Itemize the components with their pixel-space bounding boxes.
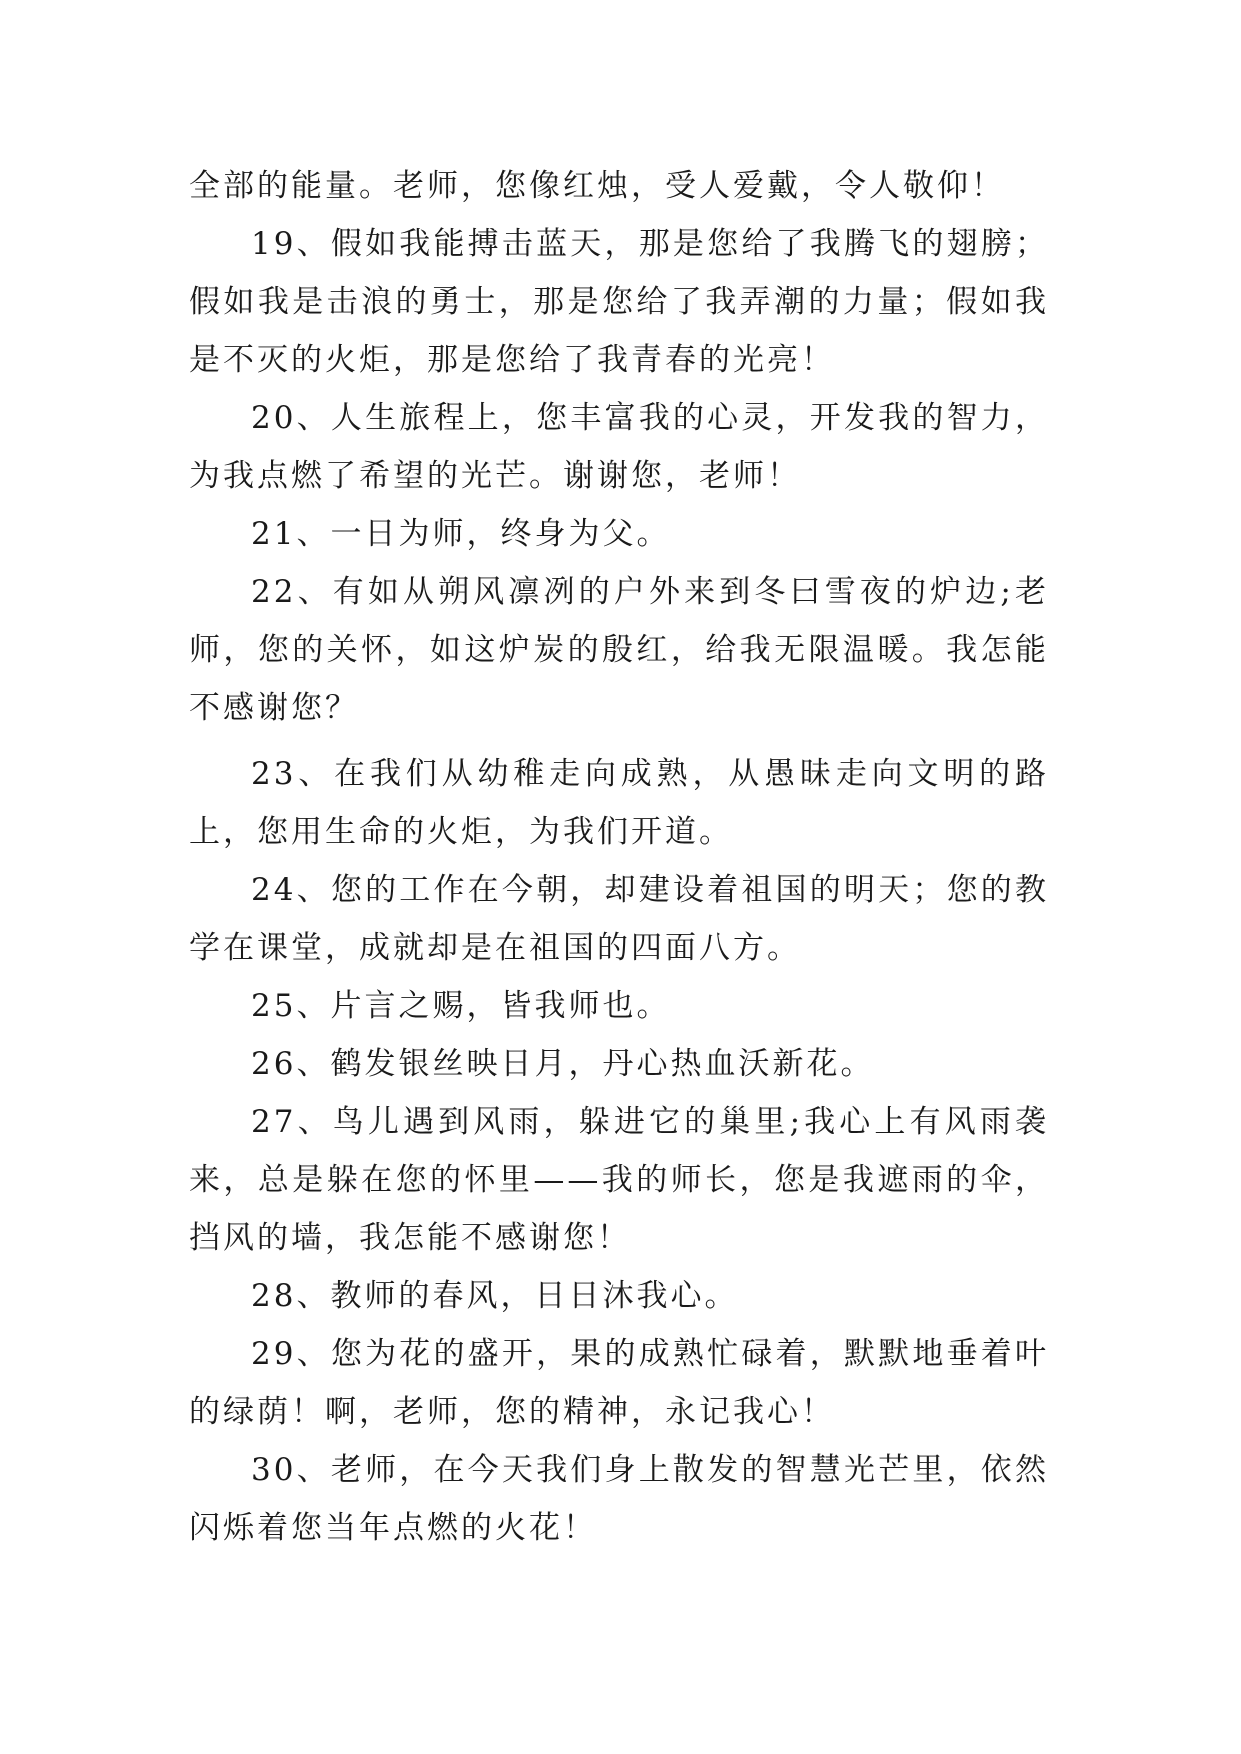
paragraph-24: 24、您的工作在今朝，却建设着祖国的明天；您的教学在课堂，成就却是在祖国的四面八方。	[189, 872, 1049, 966]
paragraph-20: 20、人生旅程上，您丰富我的心灵，开发我的智力，为我点燃了希望的光芒。谢谢您，老师！	[189, 400, 1049, 494]
document-body	[189, 157, 1049, 1557]
paragraph-27: 27、鸟儿遇到风雨，躲进它的巢里;我心上有风雨袭来，总是躲在您的怀里——我的师长，您是我遮雨的伞，挡风的墙，我怎能不感谢您！	[189, 1104, 1049, 1256]
paragraph-28: 28、教师的春风，日日沐我心。	[251, 1278, 739, 1314]
paragraph-23: 23、在我们从幼稚走向成熟，从愚昧走向文明的路上，您用生命的火炬，为我们开道。	[189, 756, 1049, 850]
paragraph-21: 21、一日为师，终身为父。	[251, 516, 671, 552]
paragraph-19: 19、假如我能搏击蓝天，那是您给了我腾飞的翅膀；假如我是击浪的勇士，那是您给了我弄潮的力量；假如我是不灭的火炬，那是您给了我青春的光亮！	[189, 226, 1049, 378]
paragraph-25: 25、片言之赐，皆我师也。	[251, 988, 671, 1024]
paragraph-18-continuation: 全部的能量。老师，您像红烛，受人爱戴，令人敬仰！	[189, 168, 1005, 204]
paragraph-26: 26、鹤发银丝映日月，丹心热血沃新花。	[251, 1046, 875, 1082]
paragraph-30: 30、老师，在今天我们身上散发的智慧光芒里，依然闪烁着您当年点燃的火花！	[189, 1452, 1049, 1546]
paragraph-22: 22、有如从朔风凛冽的户外来到冬曰雪夜的炉边;老师，您的关怀，如这炉炭的殷红，给我无限温暖。我怎能不感谢您？	[189, 574, 1049, 726]
paragraph-29: 29、您为花的盛开，果的成熟忙碌着，默默地垂着叶的绿荫！啊，老师，您的精神，永记我心！	[189, 1336, 1049, 1430]
